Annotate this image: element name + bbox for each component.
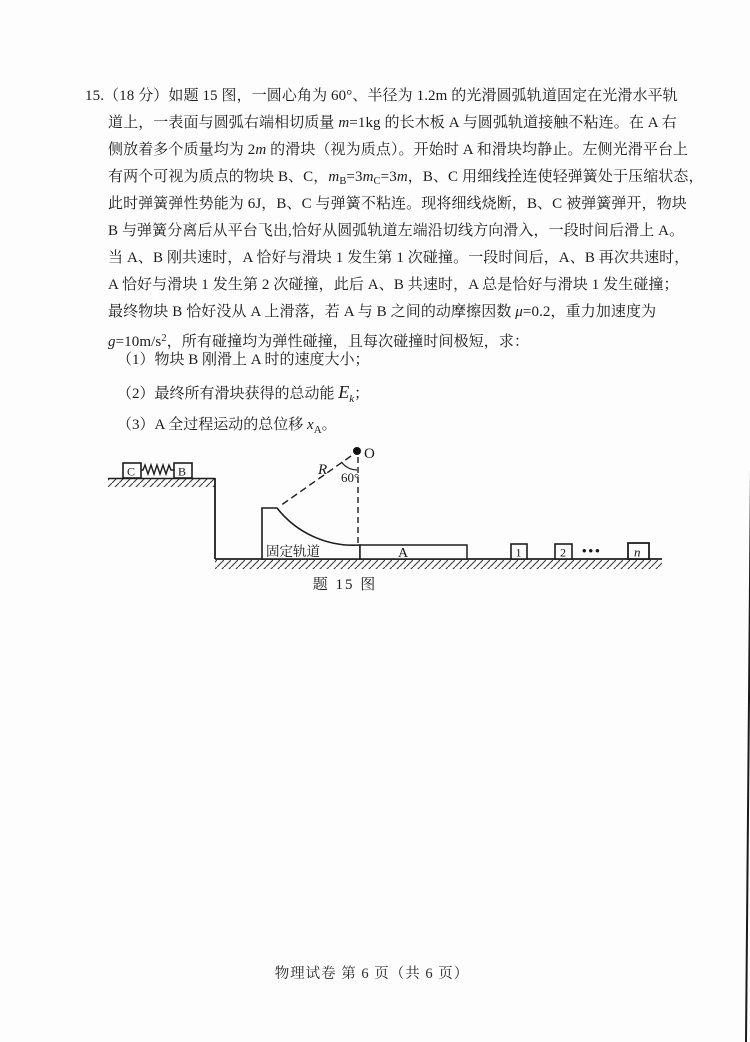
slider-2-label: 2: [560, 545, 566, 560]
angle-arc-mark: [342, 462, 358, 470]
problem-line-5: 此时弹簧弹性势能为 6J，B、C 与弹簧不粘连。现将细线烧断，B、C 被弹簧弹开，物块: [108, 196, 687, 212]
problem-line-10: $g=10m/s^2$，所有碰撞均为弹性碰撞，且每次碰撞时间极短，求：: [108, 333, 530, 350]
block-c-label: C: [127, 464, 136, 479]
fixed-track-label: 固定轨道: [266, 544, 320, 559]
page-footer: 物理试卷 第 6 页（共 6 页）: [274, 966, 470, 982]
center-o-label: O: [364, 446, 375, 462]
problem-line-8: A 恰好与滑块 1 发生第 2 次碰撞，此后 A、B 共速时，A 总是恰好与滑块 1 发生碰撞；: [108, 277, 679, 293]
problem-line-2: 道上，一表面与圆弧右端相切质量 m=1kg 的长木板 A 与圆弧轨道接触不粘连。在 A 右: [108, 115, 677, 131]
block-b-label: B: [178, 464, 187, 479]
sub-question-2: （2）最终所有滑块获得的总动能 $E_k$；: [117, 382, 370, 405]
spring: [141, 465, 174, 474]
problem-line-9: 最终物块 B 恰好没从 A 上滑落，若 A 与 B 之间的动摩擦因数 μ=0.2，重力加速度为: [108, 304, 657, 320]
center-o-dot: [353, 447, 361, 455]
problem-line-4: 有两个可视为质点的物块 B、C，$m_B=3m_C=3m$，B、C 用细线拴连使轻弹簧处于压缩状态，: [108, 169, 704, 187]
problem-line-7: 当 A、B 刚共速时，A 恰好与滑块 1 发生第 1 次碰撞。一段时间后，A、B 再次共速时，: [108, 250, 690, 266]
problem-line-1: 15.（18 分）如题 15 图，一圆心角为 60°、半径为 1.2m 的光滑圆弧轨道固定在光滑水平轨: [85, 88, 678, 104]
ground-hatching: [215, 560, 662, 569]
radius-r-label: R: [318, 462, 328, 478]
sub-question-3: （3）A 全过程运动的总位移 $x_A$。: [117, 417, 337, 436]
ellipsis-dots: •••: [582, 543, 602, 558]
board-a-label: A: [398, 546, 409, 561]
figure-caption: 题 15 图: [312, 577, 378, 593]
angle-60-label: 60°: [341, 470, 360, 485]
problem-line-3: 侧放着多个质量均为 2m 的滑块（视为质点）。开始时 A 和滑块均静止。左侧光滑平台上: [108, 142, 689, 158]
platform-hatching: [108, 479, 215, 487]
slider-n-label: n: [634, 544, 641, 560]
problem-line-6: B 与弹簧分离后从平台飞出,恰好从圆弧轨道左端沿切线方向滑入，一段时间后滑上 A。: [108, 223, 685, 239]
scan-page-edge-line: [745, 0, 750, 1042]
board-a: [360, 545, 467, 559]
slider-1-label: 1: [515, 545, 522, 560]
sub-question-1: （1）物块 B 刚滑上 A 时的速度大小；: [117, 352, 370, 368]
